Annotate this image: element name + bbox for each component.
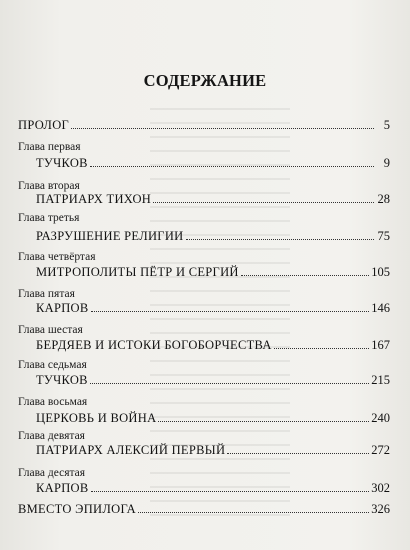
toc-entry-chapter-4[interactable] xyxy=(36,265,390,279)
chapter-label: Глава седьмая xyxy=(18,359,87,371)
dot-leader xyxy=(153,201,374,203)
toc-entry-chapter-6[interactable] xyxy=(36,338,390,352)
toc-entry-chapter-2[interactable] xyxy=(36,192,390,206)
dot-leader xyxy=(91,490,370,492)
entry-title: ПАТРИАРХ АЛЕКСИЙ ПЕРВЫЙ xyxy=(36,443,226,457)
chapter-label: Глава девятая xyxy=(18,430,85,442)
entry-page: 302 xyxy=(371,481,390,495)
entry-page: 326 xyxy=(371,502,390,516)
entry-page: 105 xyxy=(371,265,390,279)
chapter-label: Глава первая xyxy=(18,141,81,153)
dot-leader xyxy=(274,347,370,349)
toc-entry-chapter-10[interactable] xyxy=(36,481,390,495)
chapter-label: Глава четвёртая xyxy=(18,251,96,263)
bleed-through-text xyxy=(150,108,290,528)
entry-page: 167 xyxy=(371,338,390,352)
entry-title: МИТРОПОЛИТЫ ПЁТР И СЕРГИЙ xyxy=(36,265,239,279)
chapter-label: Глава восьмая xyxy=(18,396,88,408)
entry-title: РАЗРУШЕНИЕ РЕЛИГИИ xyxy=(36,229,184,243)
entry-page: 75 xyxy=(377,229,390,243)
entry-title: КАРПОВ xyxy=(36,301,89,315)
entry-title: ПРОЛОГ xyxy=(18,118,70,132)
entry-page: 146 xyxy=(371,301,390,315)
chapter-label: Глава шестая xyxy=(18,324,83,336)
dot-leader xyxy=(186,238,375,240)
entry-title: КАРПОВ xyxy=(36,481,89,495)
toc-entry-epilogue[interactable] xyxy=(18,502,390,516)
dot-leader xyxy=(71,127,374,129)
entry-page: 9 xyxy=(383,156,390,170)
dot-leader xyxy=(90,165,374,167)
toc-entry-chapter-7[interactable] xyxy=(36,373,390,387)
entry-page: 272 xyxy=(371,443,390,457)
chapter-label: Глава вторая xyxy=(18,180,80,192)
toc-entry-chapter-8[interactable] xyxy=(36,411,390,425)
entry-title: ЦЕРКОВЬ И ВОЙНА xyxy=(36,411,157,425)
dot-leader xyxy=(158,420,369,422)
toc-entry-chapter-1[interactable] xyxy=(36,156,390,170)
toc-entry-prologue[interactable] xyxy=(18,118,390,132)
entry-title: ТУЧКОВ xyxy=(36,373,88,387)
page-title: СОДЕРЖАНИЕ xyxy=(143,71,267,90)
toc-entry-chapter-5[interactable] xyxy=(36,301,390,315)
chapter-label: Глава пятая xyxy=(18,288,75,300)
entry-page: 5 xyxy=(383,118,390,132)
entry-page: 240 xyxy=(371,411,390,425)
entry-title: БЕРДЯЕВ И ИСТОКИ БОГОБОРЧЕСТВА xyxy=(36,338,272,352)
dot-leader xyxy=(90,382,369,384)
chapter-label: Глава третья xyxy=(18,212,80,224)
chapter-label: Глава десятая xyxy=(18,467,86,479)
toc-entry-chapter-9[interactable] xyxy=(36,443,390,457)
toc-entry-chapter-3[interactable] xyxy=(36,229,390,243)
dot-leader xyxy=(91,310,370,312)
entry-page: 215 xyxy=(371,373,390,387)
dot-leader xyxy=(241,274,370,276)
entry-page: 28 xyxy=(377,192,390,206)
entry-title: ВМЕСТО ЭПИЛОГА xyxy=(18,502,136,516)
dot-leader xyxy=(227,452,369,454)
dot-leader xyxy=(138,511,369,513)
entry-title: ТУЧКОВ xyxy=(36,156,88,170)
entry-title: ПАТРИАРХ ТИХОН xyxy=(36,192,152,206)
